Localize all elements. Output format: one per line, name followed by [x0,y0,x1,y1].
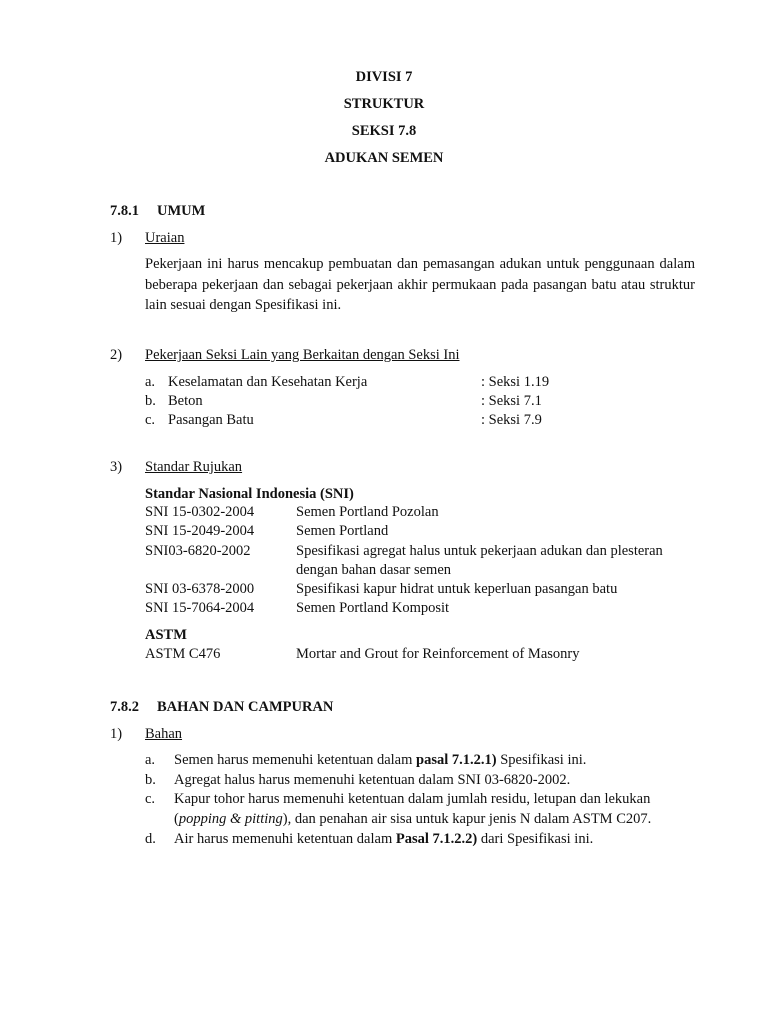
division-title: DIVISI 7 [355,69,413,85]
list-letter: a. [145,374,156,390]
list-letter: c. [145,791,156,807]
related-section-name: Keselamatan dan Kesehatan Kerja [168,374,368,390]
list-letter: a. [145,752,156,768]
standard-code: SNI 15-2049-2004 [145,523,255,539]
item-title: Pekerjaan Seksi Lain yang Berkaitan dengan Seksi Ini [145,347,460,363]
clause-reference: Pasal 7.1.2.2) [395,831,478,847]
material-requirement: Kapur tohor harus memenuhi ketentuan dalam jumlah residu, letupan dan lekukan [174,791,651,807]
requirement-text: Air harus memenuhi ketentuan dalam [174,831,396,847]
list-letter: b. [145,772,156,788]
sni-heading: Standar Nasional Indonesia (SNI) [145,486,354,502]
standard-code: SNI 03-6378-2000 [145,581,255,597]
material-requirement-continued [174,810,651,829]
material-requirement [174,751,586,770]
subsection-title: BAHAN DAN CAMPURAN [157,699,334,715]
related-section-name: Pasangan Batu [168,412,254,428]
related-section-ref: : Seksi 7.1 [481,393,542,409]
standard-description: Semen Portland Pozolan [296,504,439,520]
requirement-text: Spesifikasi ini. [496,752,587,768]
section-title: ADUKAN SEMEN [324,150,444,166]
related-section-ref: : Seksi 7.9 [481,412,542,428]
requirement-text: Semen harus memenuhi ketentuan dalam [174,752,416,768]
standard-code: SNI 15-7064-2004 [145,600,255,616]
standard-description: Spesifikasi kapur hidrat untuk keperluan pasangan batu [296,581,618,597]
list-letter: d. [145,831,156,847]
standard-description: Mortar and Grout for Reinforcement of Masonry [296,646,580,662]
item-number: 3) [110,459,123,475]
description-paragraph: Pekerjaan ini harus mencakup pembuatan dan pemasangan adukan untuk penggunaan dalam beberapa pekerjaan dan sebagai pekerjaan akhir permukaan pada pasangan batu atau struktur lain sesuai dengan Spesifikasi ini. [145,256,695,313]
standard-code: SNI 15-0302-2004 [145,504,255,520]
subsection-number: 7.8.1 [110,203,139,219]
standard-description: Semen Portland Komposit [296,600,450,616]
subsection-number: 7.8.2 [110,699,139,715]
item-number: 1) [110,230,123,246]
material-requirement: Agregat halus harus memenuhi ketentuan dalam SNI 03-6820-2002. [174,772,571,788]
standard-description: Spesifikasi agregat halus untuk pekerjaan adukan dan plesteran [296,543,663,559]
item-title: Bahan [145,726,183,742]
clause-reference: pasal 7.1.2.1) [416,752,497,768]
material-requirement [174,830,593,849]
subsection-title: UMUM [157,203,206,219]
requirement-text: ( [174,811,179,827]
item-number: 1) [110,726,123,742]
item-title: Uraian [145,230,185,246]
related-section-name: Beton [168,393,203,409]
standard-code: SNI03-6820-2002 [145,543,251,559]
item-title: Standar Rujukan [145,459,243,475]
standard-code: ASTM C476 [145,646,221,662]
section-number: SEKSI 7.8 [351,123,417,139]
astm-heading: ASTM [145,627,187,643]
list-letter: b. [145,393,156,409]
requirement-text: dari Spesifikasi ini. [477,831,594,847]
list-letter: c. [145,412,156,428]
item-number: 2) [110,347,123,363]
related-section-ref: : Seksi 1.19 [481,374,550,390]
division-subtitle: STRUKTUR [343,96,425,112]
standard-description: Semen Portland [296,523,389,539]
italic-term: popping & pitting [178,811,283,827]
requirement-text: ), dan penahan air sisa untuk kapur jenis N dalam ASTM C207. [282,811,652,827]
standard-description-continued: dengan bahan dasar semen [296,562,452,578]
